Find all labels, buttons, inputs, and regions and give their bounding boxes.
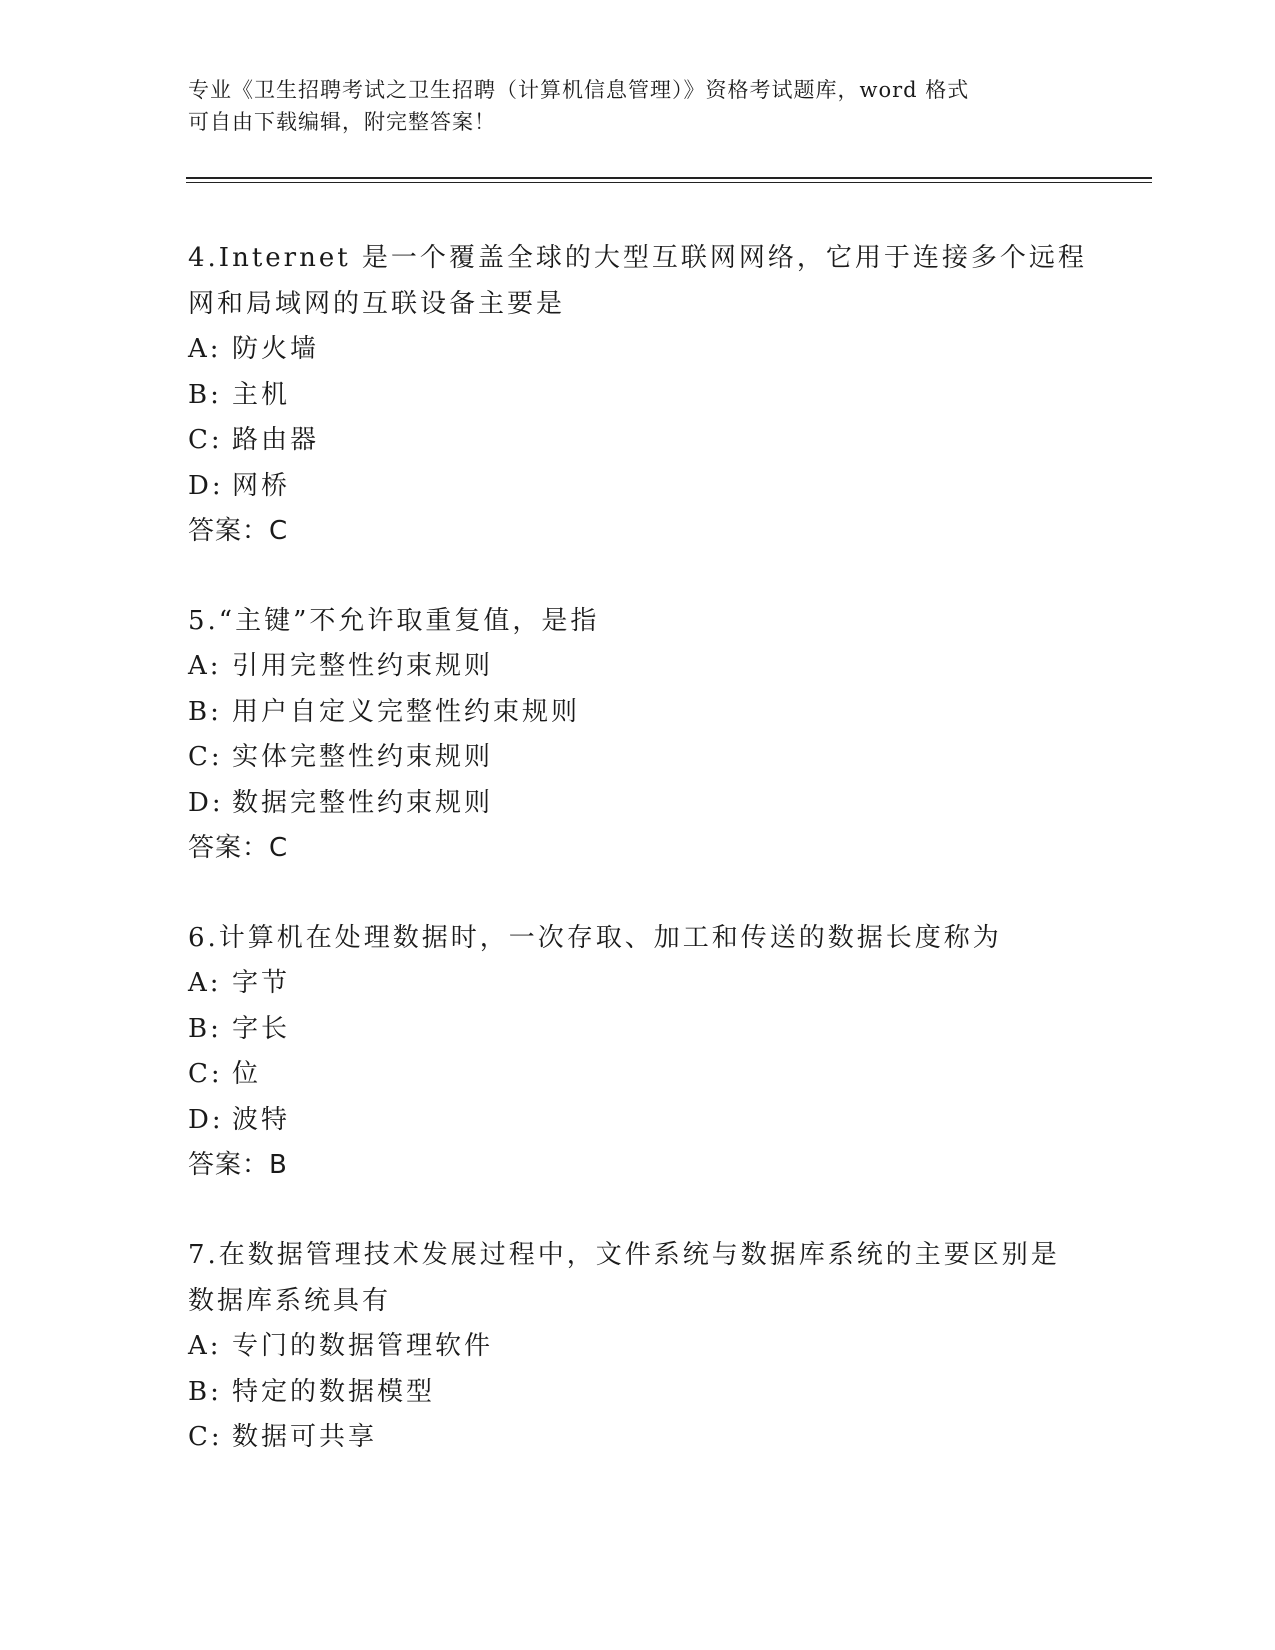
option-text: 位 bbox=[232, 1059, 262, 1089]
question-text: 网和局域网的互联设备主要是 bbox=[188, 289, 566, 319]
answer-line: 答案：C bbox=[188, 516, 289, 546]
document-header bbox=[188, 74, 1068, 138]
option-key: C: bbox=[188, 1059, 223, 1089]
question-text: 5.“主键”不允许取重复值，是指 bbox=[188, 606, 600, 636]
option-text: 网桥 bbox=[232, 470, 291, 501]
option-key: C: bbox=[188, 425, 223, 455]
answer-option bbox=[188, 464, 1088, 510]
option-text: 波特 bbox=[232, 1104, 291, 1135]
header-divider-thin bbox=[186, 182, 1152, 183]
header-line-1: 专业《卫生招聘考试之卫生招聘（计算机信息管理）》资格考试题库，word 格式 bbox=[188, 78, 970, 102]
question-block bbox=[188, 598, 1088, 871]
question-block bbox=[188, 235, 1088, 554]
option-key: B: bbox=[188, 1376, 222, 1407]
question-list bbox=[188, 235, 1088, 1505]
answer-option bbox=[188, 373, 1088, 419]
option-text: 字节 bbox=[232, 968, 291, 998]
question-text: 6.计算机在处理数据时，一次存取、加工和传送的数据长度称为 bbox=[188, 923, 1002, 953]
answer-option bbox=[188, 418, 1088, 464]
answer-option bbox=[188, 1370, 1088, 1416]
option-text: 防火墙 bbox=[232, 334, 320, 364]
option-key: D: bbox=[188, 787, 224, 818]
question-text: 7.在数据管理技术发展过程中，文件系统与数据库系统的主要区别是 bbox=[188, 1240, 1060, 1270]
option-text: 路由器 bbox=[232, 425, 320, 455]
option-text: 实体完整性约束规则 bbox=[232, 742, 494, 772]
option-key: B: bbox=[188, 379, 222, 410]
option-text: 用户自定义完整性约束规则 bbox=[232, 696, 581, 727]
option-key: A: bbox=[188, 651, 222, 681]
answer-option bbox=[188, 781, 1088, 827]
question-block bbox=[188, 915, 1088, 1188]
option-key: A: bbox=[188, 334, 222, 364]
option-key: B: bbox=[188, 1013, 222, 1044]
option-text: 数据可共享 bbox=[232, 1422, 378, 1452]
answer-line: 答案：C bbox=[188, 833, 289, 863]
option-key: A: bbox=[188, 1331, 222, 1361]
answer-option bbox=[188, 1324, 1088, 1370]
option-text: 数据完整性约束规则 bbox=[232, 787, 494, 818]
option-text: 字长 bbox=[232, 1013, 291, 1044]
option-text: 专门的数据管理软件 bbox=[232, 1331, 494, 1361]
header-divider-thick bbox=[186, 177, 1152, 179]
option-key: C: bbox=[188, 1422, 223, 1452]
option-key: D: bbox=[188, 1104, 224, 1135]
answer-option bbox=[188, 644, 1088, 690]
answer-option bbox=[188, 327, 1088, 373]
option-key: A: bbox=[188, 968, 222, 998]
answer-option bbox=[188, 1098, 1088, 1144]
option-text: 主机 bbox=[232, 379, 291, 410]
option-key: B: bbox=[188, 696, 222, 727]
option-text: 特定的数据模型 bbox=[232, 1376, 436, 1407]
option-text: 引用完整性约束规则 bbox=[232, 651, 494, 681]
answer-option bbox=[188, 1052, 1088, 1098]
answer-option bbox=[188, 1007, 1088, 1053]
answer-line: 答案：B bbox=[188, 1150, 288, 1180]
question-text: 4.Internet 是一个覆盖全球的大型互联网网络，它用于连接多个远程 bbox=[188, 243, 1087, 273]
answer-option bbox=[188, 690, 1088, 736]
question-text: 数据库系统具有 bbox=[188, 1286, 392, 1316]
option-key: C: bbox=[188, 742, 223, 772]
header-line-2: 可自由下载编辑，附完整答案！ bbox=[188, 110, 496, 134]
question-block bbox=[188, 1232, 1088, 1461]
answer-option bbox=[188, 961, 1088, 1007]
answer-option bbox=[188, 1415, 1088, 1461]
answer-option bbox=[188, 735, 1088, 781]
option-key: D: bbox=[188, 470, 224, 501]
